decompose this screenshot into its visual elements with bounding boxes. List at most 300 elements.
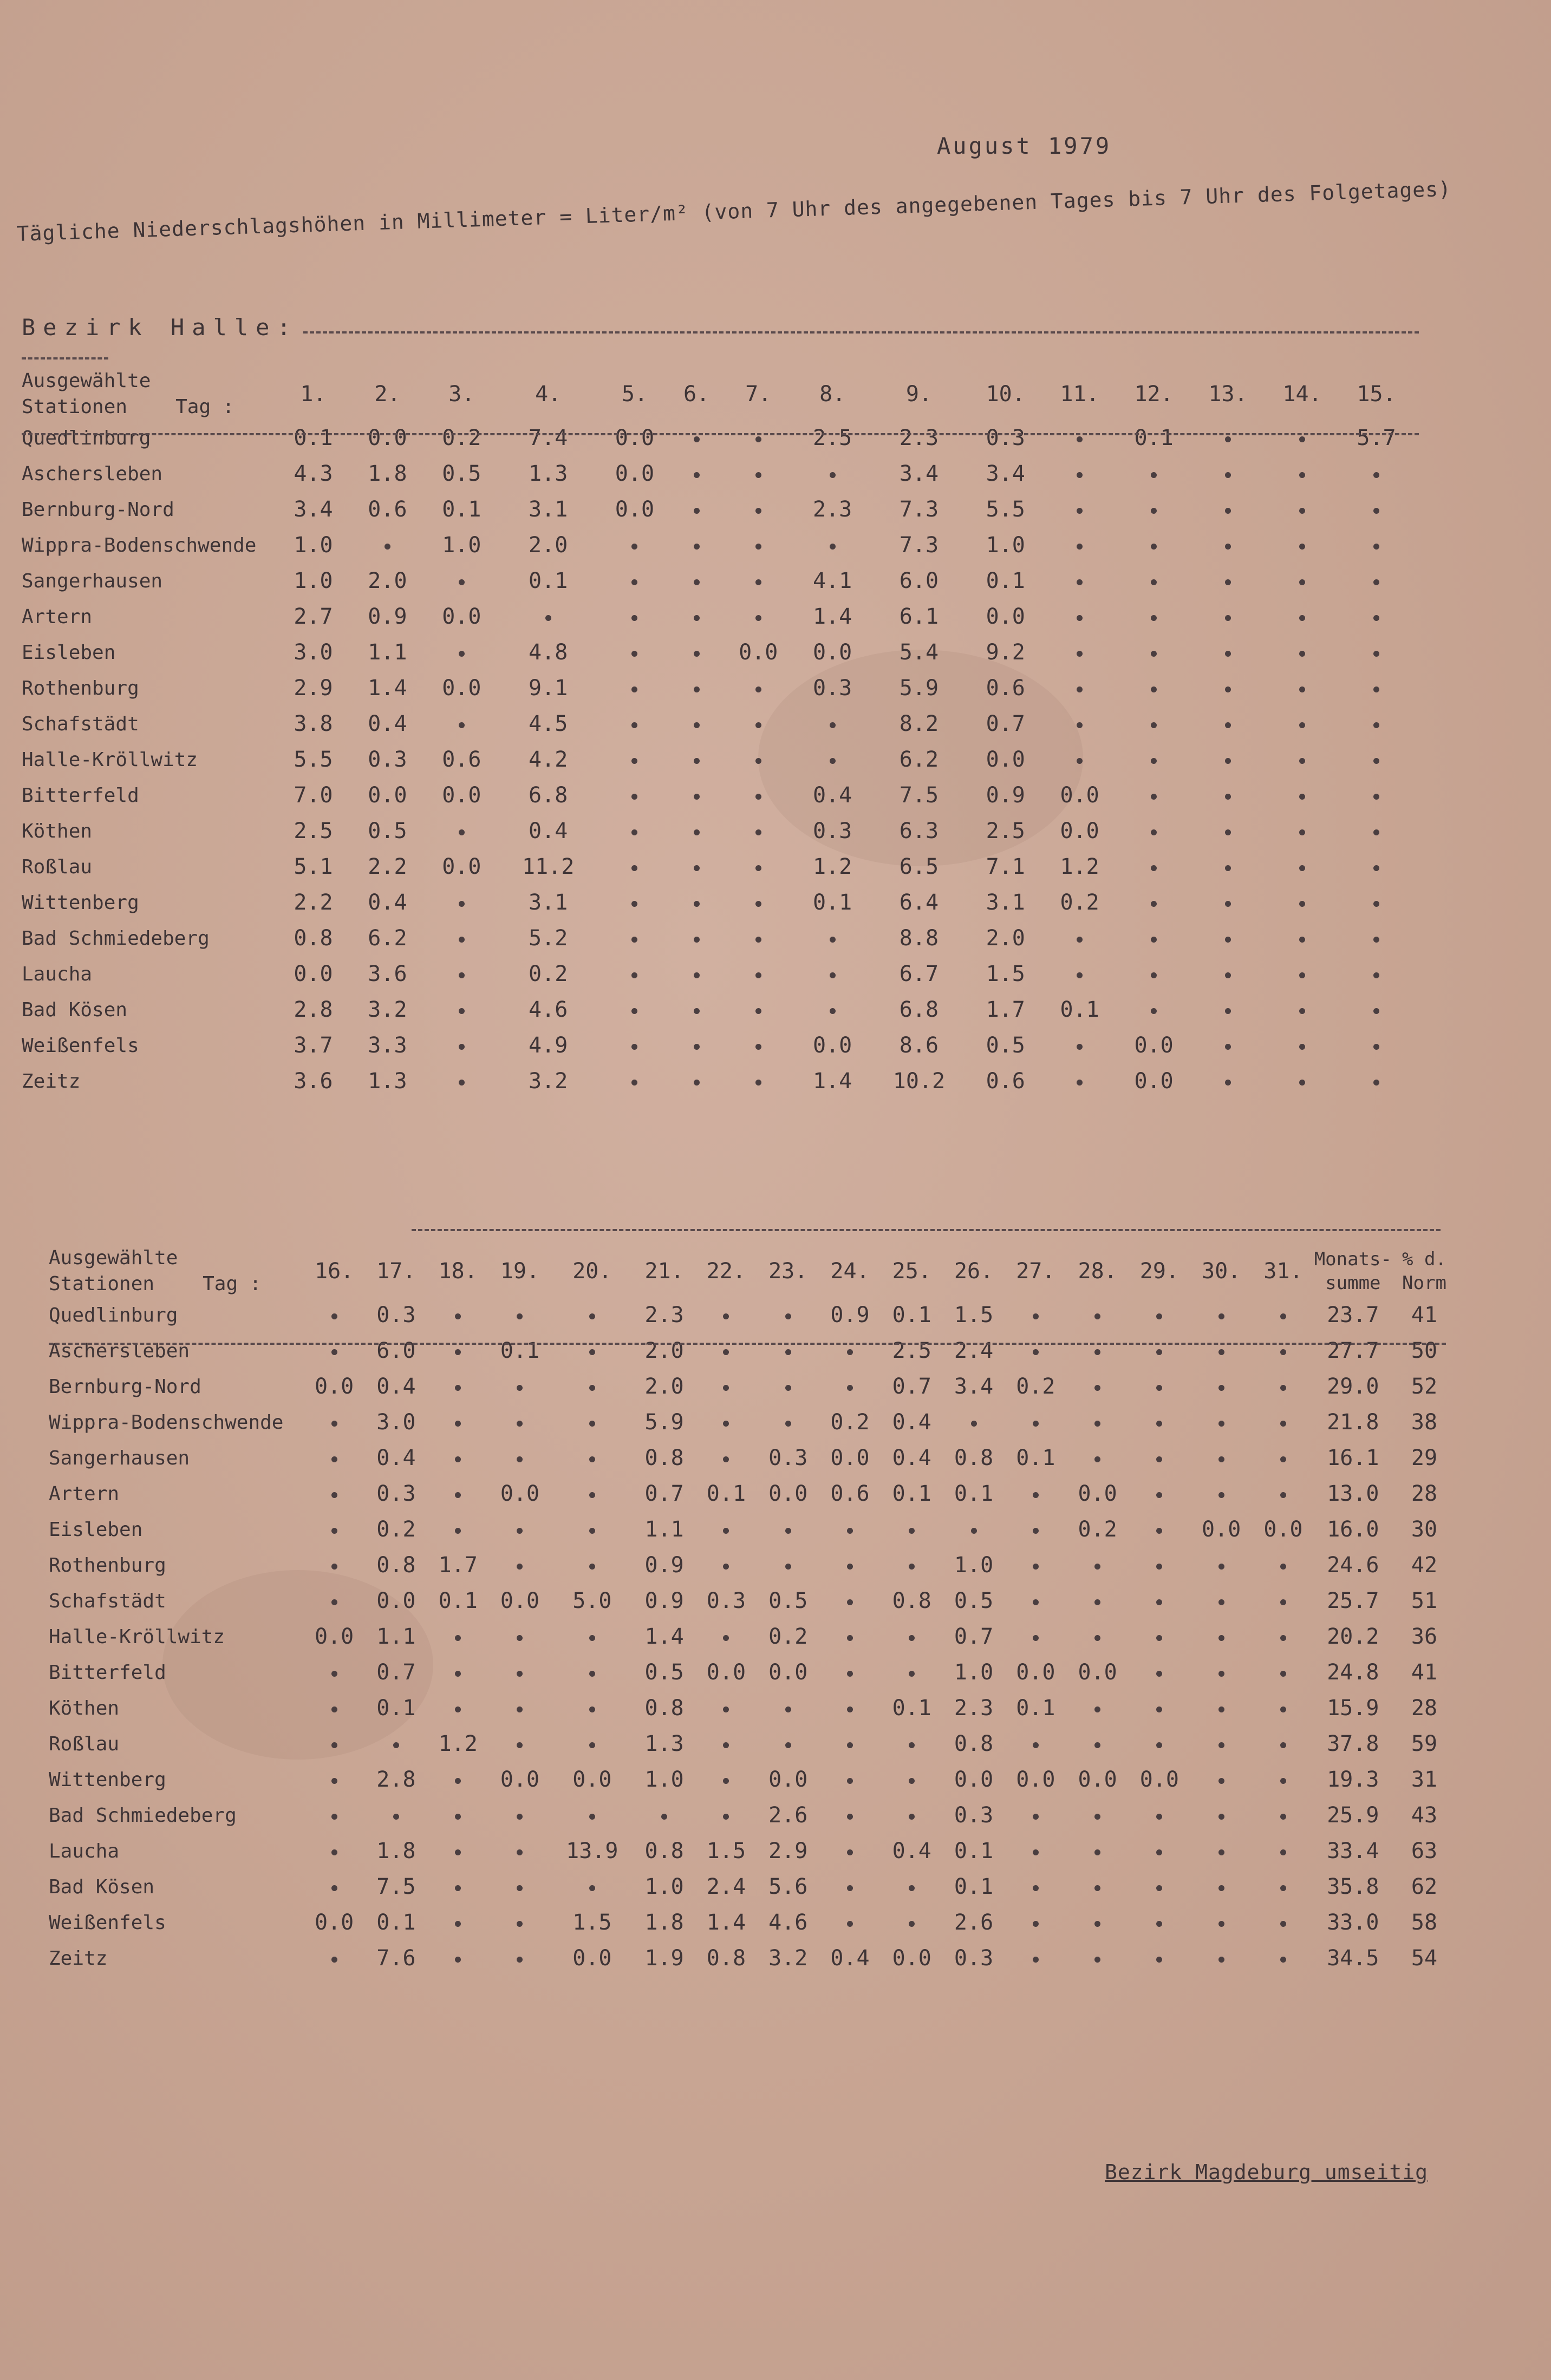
no-precipitation-dot [1299,436,1305,442]
precipitation-value: 0.1 [1134,426,1174,450]
precipitation-value [695,1369,757,1404]
precipitation-value: 0.0 [500,1481,540,1506]
precipitation-value: 0.9 [644,1588,684,1613]
day-column-header: 13. [1208,382,1248,407]
no-precipitation-dot [517,1814,523,1820]
precipitation-value: 1.4 [813,604,852,629]
precipitation-value: 2.0 [644,1374,684,1399]
no-precipitation-dot [1299,901,1305,907]
no-precipitation-dot [830,937,836,943]
footer-note: Bezirk Magdeburg umseitig [1105,2160,1428,2184]
no-precipitation-dot [1218,1635,1224,1641]
no-precipitation-dot [1280,1778,1286,1784]
precipitation-value: 1.4 [813,1069,852,1094]
no-precipitation-dot [589,1349,595,1355]
precipitation-value [819,1833,881,1869]
no-precipitation-dot [1225,865,1231,871]
monthly-sum-value: 29.0 [1327,1374,1379,1399]
no-precipitation-dot [1299,1044,1305,1050]
precipitation-value: 0.3 [813,676,852,701]
precipitation-value [672,420,721,456]
precipitation-value [1339,813,1413,849]
station-name: Bad Kösen [22,998,128,1021]
precipitation-value [672,992,721,1028]
percent-of-norm-value: 62 [1411,1874,1438,1899]
precipitation-value [597,742,672,777]
no-precipitation-dot [1077,579,1083,585]
no-precipitation-dot [517,1849,523,1855]
precipitation-value [1066,1547,1128,1583]
divider-line [412,1229,1441,1231]
precipitation-value: 0.5 [768,1588,808,1613]
station-name: Sangerhausen [49,1447,190,1469]
precipitation-value: 0.0 [442,676,481,701]
table-row [49,1690,1457,1726]
precipitation-value: 0.0 [315,1624,354,1649]
no-precipitation-dot [1156,1456,1162,1462]
no-precipitation-dot [1077,508,1083,514]
precipitation-value: 3.7 [294,1033,333,1058]
no-precipitation-dot [1094,1885,1100,1891]
day-column-header: 7. [745,382,772,407]
divider-line [49,1343,1446,1345]
no-precipitation-dot [331,1742,337,1748]
precipitation-value [303,1762,365,1797]
no-precipitation-dot [455,1921,461,1927]
precipitation-value [427,1762,489,1797]
precipitation-value: 0.0 [1202,1517,1241,1542]
no-precipitation-dot [694,794,700,800]
precipitation-value: 2.8 [294,997,333,1022]
precipitation-value [1066,1333,1128,1369]
precipitation-value: 0.1 [892,1303,931,1328]
precipitation-value [427,1512,489,1547]
no-precipitation-dot [459,829,465,835]
no-precipitation-dot [1299,829,1305,835]
no-precipitation-dot [455,1671,461,1677]
no-precipitation-dot [847,1778,853,1784]
precipitation-value [1190,1583,1252,1619]
precipitation-value: 0.0 [500,1588,540,1613]
precipitation-value [1129,1297,1190,1333]
precipitation-value [1190,1762,1252,1797]
no-precipitation-dot [785,1421,791,1427]
no-precipitation-dot [1299,722,1305,728]
monthly-sum-value: 16.1 [1327,1446,1379,1470]
no-precipitation-dot [1033,1528,1039,1534]
no-precipitation-dot [459,1008,465,1014]
no-precipitation-dot [755,937,761,943]
precipitation-value: 0.0 [376,1588,416,1613]
no-precipitation-dot [1151,865,1157,871]
table-row [49,1583,1457,1619]
no-precipitation-dot [331,1349,337,1355]
table-row [49,1333,1457,1369]
precipitation-value [1265,742,1339,777]
precipitation-value: 2.2 [368,854,407,879]
precipitation-value [597,670,672,706]
station-name: Artern [49,1482,120,1505]
no-precipitation-dot [909,1921,915,1927]
no-precipitation-dot [830,972,836,978]
no-precipitation-dot [631,1044,637,1050]
precipitation-value: 0.0 [1134,1069,1174,1094]
precipitation-value [1042,1028,1117,1063]
station-name: Sangerhausen [22,570,163,592]
no-precipitation-dot [631,722,637,728]
precipitation-value: 5.5 [294,747,333,772]
precipitation-value [1117,849,1191,885]
percent-of-norm-value: 50 [1411,1338,1438,1363]
precipitation-value [425,635,499,670]
precipitation-value: 0.1 [1060,997,1099,1022]
precipitation-value [427,1690,489,1726]
no-precipitation-dot [1151,794,1157,800]
table-row [49,1762,1457,1797]
precipitation-value [597,706,672,742]
no-precipitation-dot [909,1742,915,1748]
precipitation-value: 5.5 [986,497,1025,522]
percent-of-norm-value: 28 [1411,1481,1438,1506]
precipitation-value [819,1690,881,1726]
table-row [49,1655,1457,1690]
precipitation-value [1265,956,1339,992]
day-column-header: 20. [572,1259,612,1284]
no-precipitation-dot [830,758,836,764]
precipitation-value: 2.0 [368,568,407,593]
precipitation-value [1190,1297,1252,1333]
no-precipitation-dot [755,758,761,764]
no-precipitation-dot [1156,1957,1162,1963]
no-precipitation-dot [1077,1044,1083,1050]
precipitation-value: 3.4 [986,461,1025,486]
station-name: Köthen [49,1697,120,1719]
precipitation-value: 0.0 [315,1910,354,1935]
precipitation-value [819,1655,881,1690]
precipitation-value [819,1869,881,1905]
no-precipitation-dot [694,865,700,871]
precipitation-value: 1.0 [954,1553,994,1578]
precipitation-value: 0.7 [892,1374,931,1399]
no-precipitation-dot [755,1008,761,1014]
day-column-header: 18. [438,1259,478,1284]
precipitation-value: 0.1 [954,1839,994,1864]
precipitation-value [757,1297,819,1333]
table-row [22,599,1413,635]
precipitation-value: 0.4 [376,1446,416,1470]
precipitation-value [1117,885,1191,920]
precipitation-value: 2.3 [644,1303,684,1328]
precipitation-value [1066,1690,1128,1726]
precipitation-value [1129,1440,1190,1476]
precipitation-value [796,956,870,992]
no-precipitation-dot [1033,1635,1039,1641]
no-precipitation-dot [1280,1814,1286,1820]
precipitation-value: 5.9 [899,676,939,701]
no-precipitation-dot [1218,1492,1224,1498]
precipitation-value: 10.2 [892,1069,946,1094]
no-precipitation-dot [847,1671,853,1677]
precipitation-value [1265,849,1339,885]
precipitation-value [1190,1440,1252,1476]
precipitation-value [721,920,796,956]
no-precipitation-dot [1280,1706,1286,1712]
precipitation-value [425,563,499,599]
no-precipitation-dot [455,1706,461,1712]
precipitation-value [1129,1940,1190,1976]
no-precipitation-dot [847,1385,853,1391]
precipitation-value: 6.2 [368,926,407,951]
no-precipitation-dot [1094,1742,1100,1748]
precipitation-value: 0.0 [706,1660,746,1685]
no-precipitation-dot [455,1349,461,1355]
precipitation-value [1117,920,1191,956]
precipitation-value [1252,1476,1314,1512]
precipitation-value: 1.0 [986,533,1025,558]
no-precipitation-dot [331,1671,337,1677]
precipitation-value [1265,777,1339,813]
precipitation-value [1129,1797,1190,1833]
precipitation-value [757,1690,819,1726]
no-precipitation-dot [517,1885,523,1891]
monthly-sum-value: 24.8 [1327,1660,1379,1685]
precipitation-value: 0.0 [768,1481,808,1506]
station-name: Laucha [22,963,93,985]
monthly-sum-value: 15.9 [1327,1696,1379,1721]
no-precipitation-dot [1373,615,1379,621]
precipitation-value [303,1512,365,1547]
precipitation-value: 1.2 [438,1731,478,1756]
no-precipitation-dot [694,901,700,907]
precipitation-value [1005,1297,1066,1333]
table-row [22,849,1413,885]
precipitation-value [695,1762,757,1797]
precipitation-value [819,1905,881,1940]
station-name: Wippra-Bodenschwende [49,1411,284,1434]
precipitation-value: 0.1 [892,1481,931,1506]
no-precipitation-dot [694,436,700,442]
precipitation-value: 2.4 [706,1874,746,1899]
table-row [22,885,1413,920]
precipitation-value: 2.7 [294,604,333,629]
no-precipitation-dot [1373,686,1379,692]
precipitation-value [1190,1404,1252,1440]
no-precipitation-dot [589,1742,595,1748]
no-precipitation-dot [1225,901,1231,907]
no-precipitation-dot [1151,937,1157,943]
no-precipitation-dot [517,1456,523,1462]
precipitation-value: 1.4 [368,676,407,701]
precipitation-value: 1.2 [1060,854,1099,879]
precipitation-value: 0.0 [768,1767,808,1792]
precipitation-value [1191,1063,1265,1099]
precipitation-value: 0.5 [442,461,481,486]
day-column-header: 24. [830,1259,870,1284]
no-precipitation-dot [1094,1313,1100,1319]
precipitation-value: 1.8 [376,1839,416,1864]
no-precipitation-dot [631,651,637,657]
precipitation-value [427,1297,489,1333]
station-name: Eisleben [49,1518,143,1541]
precipitation-value [551,1476,633,1512]
percent-of-norm-value: 36 [1411,1624,1438,1649]
no-precipitation-dot [459,901,465,907]
no-precipitation-dot [1151,1008,1157,1014]
monthly-sum-value: 25.9 [1327,1803,1379,1828]
station-name: Bad Schmiedeberg [22,927,210,950]
no-precipitation-dot [723,1313,729,1319]
no-precipitation-dot [971,1528,977,1534]
precipitation-value [1339,920,1413,956]
precipitation-value [672,635,721,670]
precipitation-value [1042,527,1117,563]
precipitation-value: 0.0 [572,1767,612,1792]
precipitation-value [303,1297,365,1333]
station-name: Schafstädt [22,712,139,735]
no-precipitation-dot [1280,1742,1286,1748]
precipitation-value: 7.6 [376,1946,416,1971]
precipitation-value: 1.8 [368,461,407,486]
precipitation-value [1190,1905,1252,1940]
precipitation-value: 0.0 [500,1767,540,1792]
no-precipitation-dot [830,544,836,550]
no-precipitation-dot [847,1921,853,1927]
no-precipitation-dot [459,1080,465,1086]
percent-of-norm-value: 63 [1411,1839,1438,1864]
precipitation-value: 0.7 [954,1624,994,1649]
precipitation-value [1339,742,1413,777]
percent-of-norm-value: 29 [1411,1446,1438,1470]
no-precipitation-dot [1280,1635,1286,1641]
precipitation-value: 1.0 [644,1767,684,1792]
table-row [22,456,1413,492]
precipitation-value [1042,420,1117,456]
precipitation-value: 0.0 [1139,1767,1179,1792]
precipitation-value: 0.8 [954,1446,994,1470]
monthly-sum-header: Monats-summe [1314,1248,1392,1294]
no-precipitation-dot [455,1778,461,1784]
precipitation-value: 4.6 [768,1910,808,1935]
precipitation-value: 13.9 [566,1839,618,1864]
precipitation-value [1339,1063,1413,1099]
no-precipitation-dot [631,758,637,764]
precipitation-value [425,813,499,849]
precipitation-value: 0.0 [572,1946,612,1971]
precipitation-value [489,1619,551,1655]
no-precipitation-dot [631,686,637,692]
precipitation-value: 4.6 [529,997,568,1022]
precipitation-value [757,1333,819,1369]
day-column-header: 26. [954,1259,994,1284]
precipitation-value [1042,456,1117,492]
no-precipitation-dot [785,1349,791,1355]
table-row [22,777,1413,813]
monthly-sum-value: 27.7 [1327,1338,1379,1363]
precipitation-value [757,1726,819,1762]
no-precipitation-dot [1373,472,1379,478]
monthly-sum-value: 19.3 [1327,1767,1379,1792]
precipitation-value: 0.0 [739,640,778,665]
no-precipitation-dot [331,1528,337,1534]
precipitation-value: 2.3 [899,426,939,450]
no-precipitation-dot [459,579,465,585]
precipitation-value [721,777,796,813]
no-precipitation-dot [847,1742,853,1748]
precipitation-value [672,670,721,706]
no-precipitation-dot [723,1385,729,1391]
precipitation-value [1005,1940,1066,1976]
no-precipitation-dot [755,972,761,978]
no-precipitation-dot [1218,1778,1224,1784]
station-column-header: Ausgewählte Stationen Tag : [22,370,234,418]
no-precipitation-dot [694,1080,700,1086]
precipitation-value [1339,456,1413,492]
precipitation-value [819,1512,881,1547]
station-name: Schafstädt [49,1590,166,1612]
precipitation-value [1191,706,1265,742]
percent-of-norm-value: 54 [1411,1946,1438,1971]
precipitation-value: 0.5 [644,1660,684,1685]
precipitation-value [1190,1797,1252,1833]
no-precipitation-dot [1151,472,1157,478]
precipitation-value [350,527,425,563]
precipitation-value [757,1547,819,1583]
precipitation-value [721,456,796,492]
precipitation-value [303,1333,365,1369]
precipitation-value [1129,1619,1190,1655]
precipitation-value: 6.0 [899,568,939,593]
precipitation-value: 6.2 [899,747,939,772]
precipitation-value [1339,527,1413,563]
no-precipitation-dot [631,865,637,871]
station-name: Bitterfeld [49,1661,166,1684]
precipitation-value: 5.4 [899,640,939,665]
no-precipitation-dot [694,544,700,550]
no-precipitation-dot [1094,1564,1100,1570]
precipitation-value [1190,1547,1252,1583]
precipitation-value [1005,1333,1066,1369]
precipitation-value: 0.0 [830,1446,870,1470]
precipitation-value: 0.1 [706,1481,746,1506]
precipitation-value: 3.1 [529,890,568,915]
precipitation-value: 0.4 [529,819,568,844]
precipitation-value: 3.6 [368,962,407,986]
precipitation-value [1190,1869,1252,1905]
station-name: Quedlinburg [49,1304,178,1326]
precipitation-value [597,885,672,920]
precipitation-value: 7.5 [899,783,939,808]
precipitation-value [672,777,721,813]
no-precipitation-dot [1299,686,1305,692]
precipitation-value: 6.1 [899,604,939,629]
table-row [22,992,1413,1028]
divider-line [303,331,1419,334]
precipitation-value [819,1369,881,1404]
no-precipitation-dot [723,1349,729,1355]
no-precipitation-dot [785,1706,791,1712]
table-row [22,1028,1413,1063]
precipitation-value: 2.4 [954,1338,994,1363]
no-precipitation-dot [589,1385,595,1391]
no-precipitation-dot [847,1635,853,1641]
precipitation-value: 2.9 [294,676,333,701]
precipitation-value [1129,1333,1190,1369]
divider-line [22,357,108,359]
no-precipitation-dot [1280,1349,1286,1355]
no-precipitation-dot [755,1044,761,1050]
precipitation-value [551,1655,633,1690]
percent-of-norm-value: 58 [1411,1910,1438,1935]
